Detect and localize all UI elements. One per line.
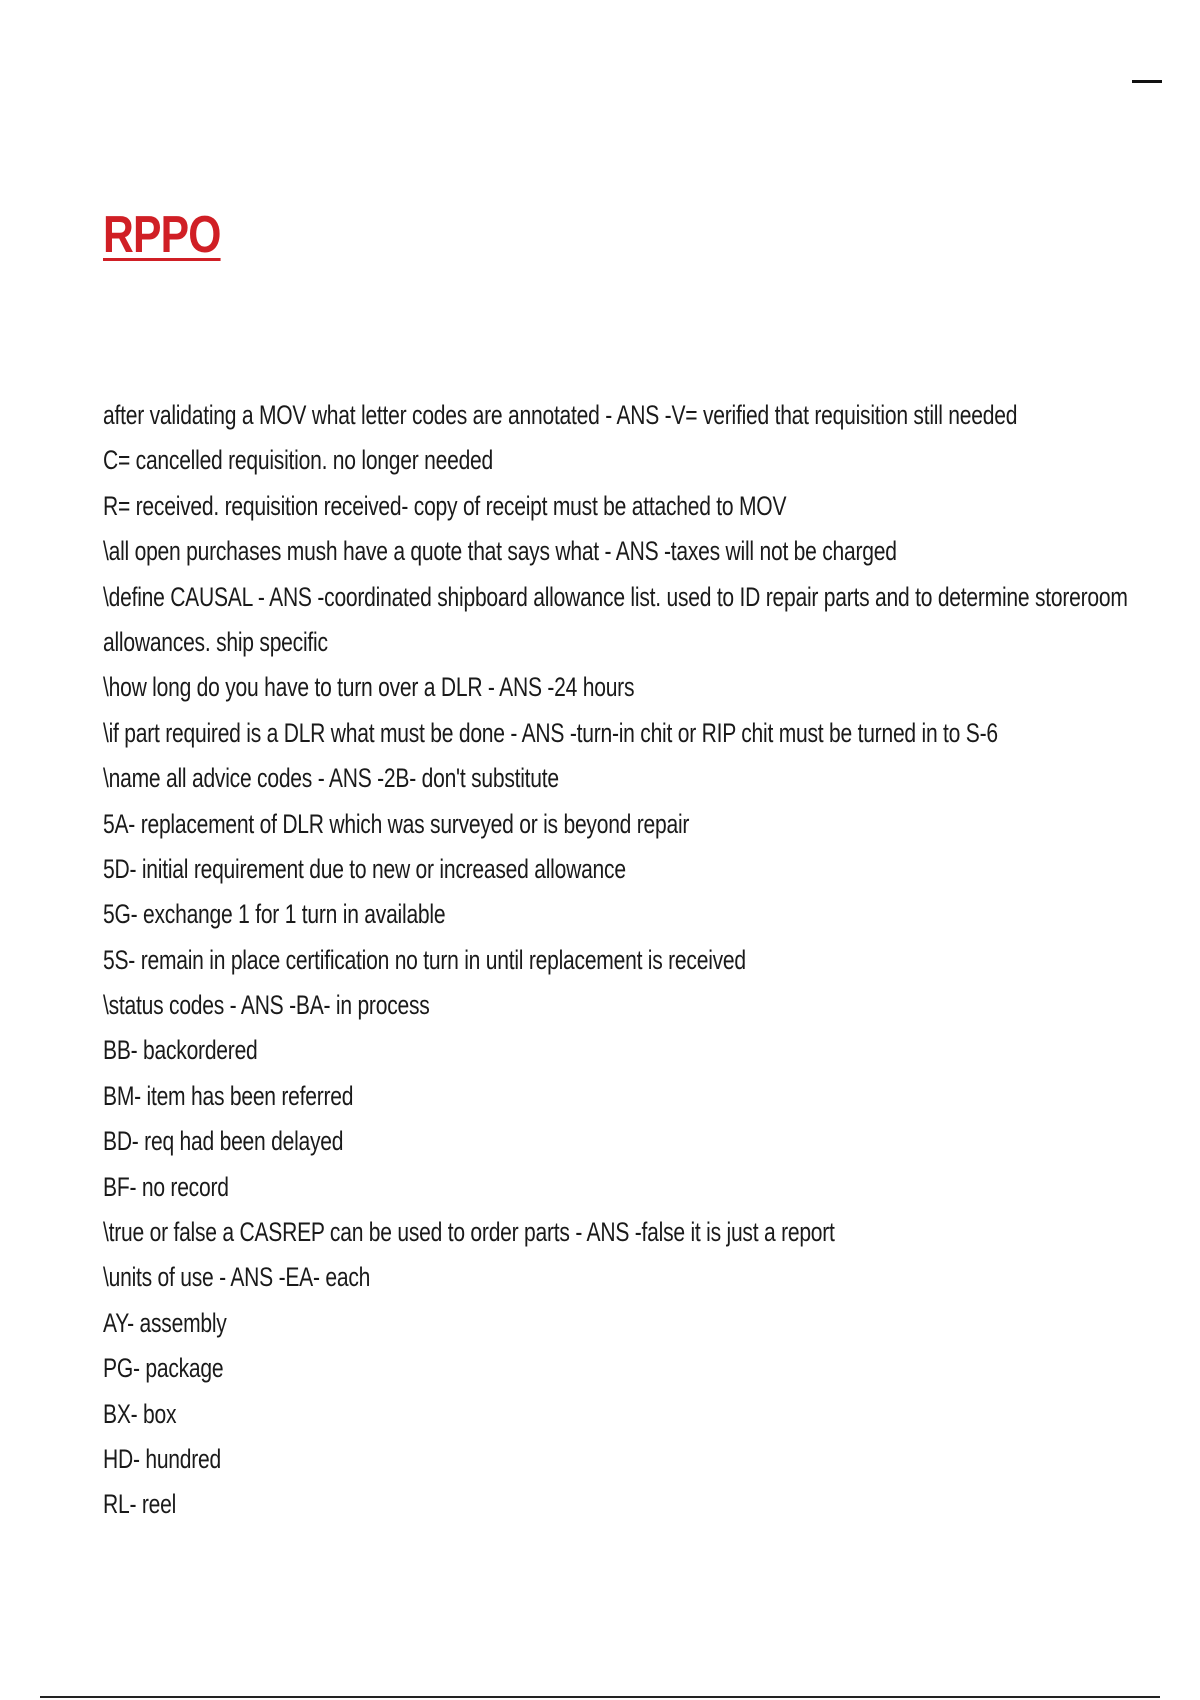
text-line: BM- item has been referred: [103, 1080, 354, 1111]
text-line: HD- hundred: [103, 1443, 221, 1474]
document-title: RPPO: [103, 206, 221, 264]
text-line: BD- req had been delayed: [103, 1126, 344, 1157]
text-line: RL- reel: [103, 1489, 177, 1520]
text-line: PG- package: [103, 1353, 224, 1384]
text-line: \if part required is a DLR what must be done - ANS -turn-in chit or RIP chit must be turned in to S-6: [103, 717, 998, 748]
text-line: 5S- remain in place certification no turn in until replacement is received: [103, 944, 746, 975]
page-bottom-rule: [40, 1696, 1160, 1698]
text-line: \all open purchases mush have a quote that says what - ANS -taxes will not be charged: [103, 536, 897, 567]
text-line: 5G- exchange 1 for 1 turn in available: [103, 899, 446, 930]
text-line: BB- backordered: [103, 1035, 258, 1066]
text-line: allowances. ship specific: [103, 626, 328, 657]
text-line: \name all advice codes - ANS -2B- don't substitute: [103, 763, 559, 794]
document-body: [103, 393, 1128, 1528]
text-line: BX- box: [103, 1398, 177, 1429]
text-line: \true or false a CASREP can be used to order parts - ANS -false it is just a report: [103, 1217, 835, 1248]
text-line: 5D- initial requirement due to new or increased allowance: [103, 853, 626, 884]
text-line: \how long do you have to turn over a DLR - ANS -24 hours: [103, 672, 635, 703]
text-line: \status codes - ANS -BA- in process: [103, 990, 430, 1021]
text-line: C= cancelled requisition. no longer needed: [103, 445, 494, 476]
text-line: BF- no record: [103, 1171, 229, 1202]
text-line: after validating a MOV what letter codes are annotated - ANS -V= verified that requisition still needed: [103, 400, 1018, 430]
text-line: AY- assembly: [103, 1307, 227, 1338]
text-line: 5A- replacement of DLR which was surveyed or is beyond repair: [103, 808, 690, 839]
text-line: \units of use - ANS -EA- each: [103, 1262, 371, 1293]
text-line: R= received. requisition received- copy of receipt must be attached to MOV: [103, 490, 787, 521]
page-corner-dash: [1132, 80, 1162, 83]
text-line: \define CAUSAL - ANS -coordinated shipboard allowance list. used to ID repair parts and to determine storeroom: [103, 581, 1128, 612]
